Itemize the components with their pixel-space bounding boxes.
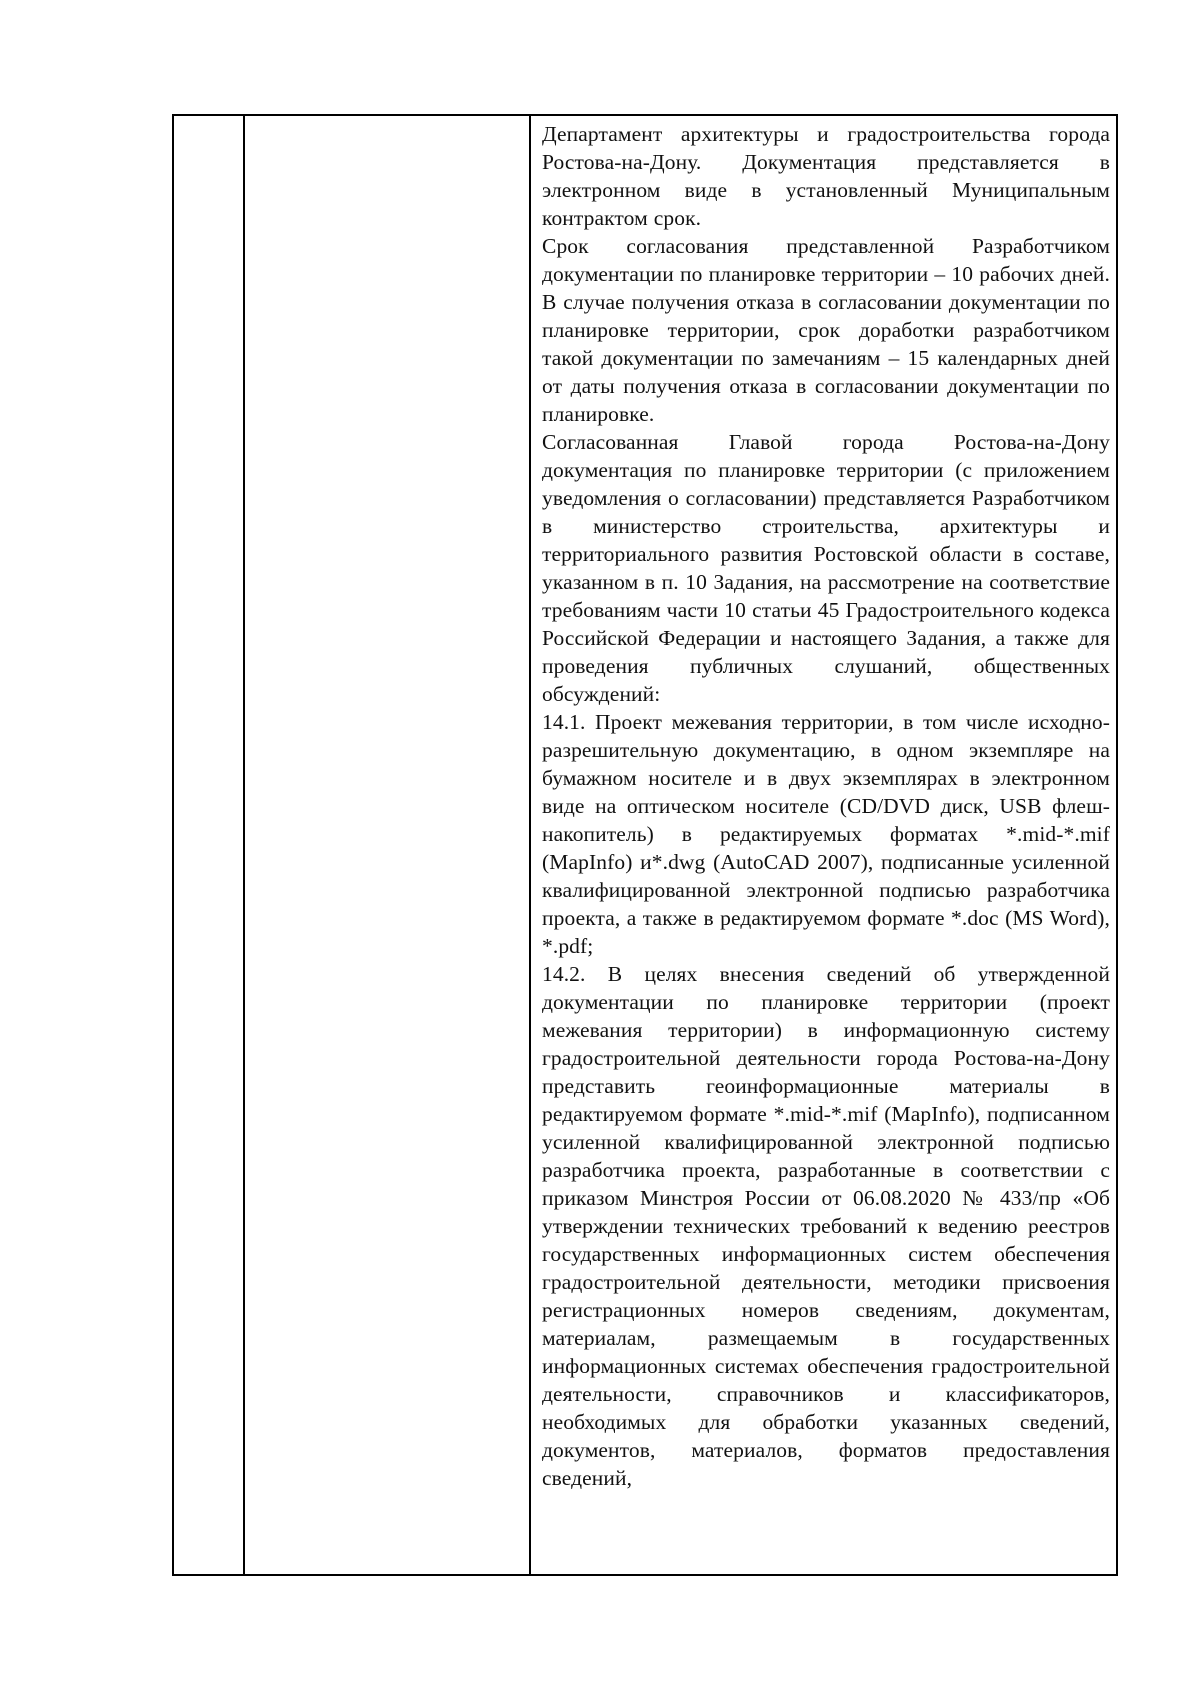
- paragraph-14-2: 14.2. В целях внесения сведений об утвержденной документации по планировке территории (проект межевания территории) в информационную систему градостроительной деятельности города Ростова-на-Дону представить геоинформационные материалы в редактируемом формате *.mid-*.mif (MapInfo), подписанном усиленной квалифицированной электронной подписью разработчика проекта, разработанные в соответствии с приказом Минстроя России от 06.08.2020 № 433/пр «Об утверждении технических требований к ведению реестров государственных информационных систем обеспечения градостроительной деятельности, методики присвоения регистрационных номеров сведениям, документам, материалам, размещаемым в государственных информационных системах обеспечения градостроительной деятельности, справочников и классификаторов, необходимых для обработки указанных сведений, документов, материалов, форматов предоставления сведений,: [542, 962, 1110, 1490]
- document-table: [172, 114, 1118, 1576]
- paragraph-submission: Согласованная Главой города Ростова-на-Дону документация по планировке территории (с приложением уведомления о согласовании) представляется Разработчиком в министерство строительства, архитектуры и территориального развития Ростовской области в составе, указанном в п. 10 Задания, на рассмотрение на соответствие требованиям части 10 статьи 45 Градостроительного кодекса Российской Федерации и настоящего Задания, а также для проведения публичных слушаний, общественных обсуждений:: [542, 430, 1110, 706]
- row-content-cell: [530, 115, 1117, 1575]
- row-name-cell: [244, 115, 530, 1575]
- content-text: [542, 120, 1110, 1492]
- table-row: [173, 115, 1117, 1575]
- paragraph-department: Департамент архитектуры и градостроительства города Ростова-на-Дону. Документация представляется в электронном виде в установленный Муниципальным контрактом срок.: [542, 122, 1110, 230]
- row-number-cell: [173, 115, 244, 1575]
- paragraph-approval-term: Срок согласования представленной Разработчиком документации по планировке территории – 10 рабочих дней. В случае получения отказа в согласовании документации по планировке территории, срок доработки разработчиком такой документации по замечаниям – 15 календарных дней от даты получения отказа в согласовании документации по планировке.: [542, 234, 1110, 426]
- paragraph-14-1: 14.1. Проект межевания территории, в том числе исходно-разрешительную документацию, в одном экземпляре на бумажном носителе и в двух экземплярах в электронном виде на оптическом носителе (CD/DVD диск, USB флеш-накопитель) в редактируемых форматах *.mid-*.mif (MapInfo) и*.dwg (AutoCAD 2007), подписанные усиленной квалифицированной электронной подписью разработчика проекта, а также в редактируемом формате *.doc (MS Word), *.pdf;: [542, 710, 1110, 958]
